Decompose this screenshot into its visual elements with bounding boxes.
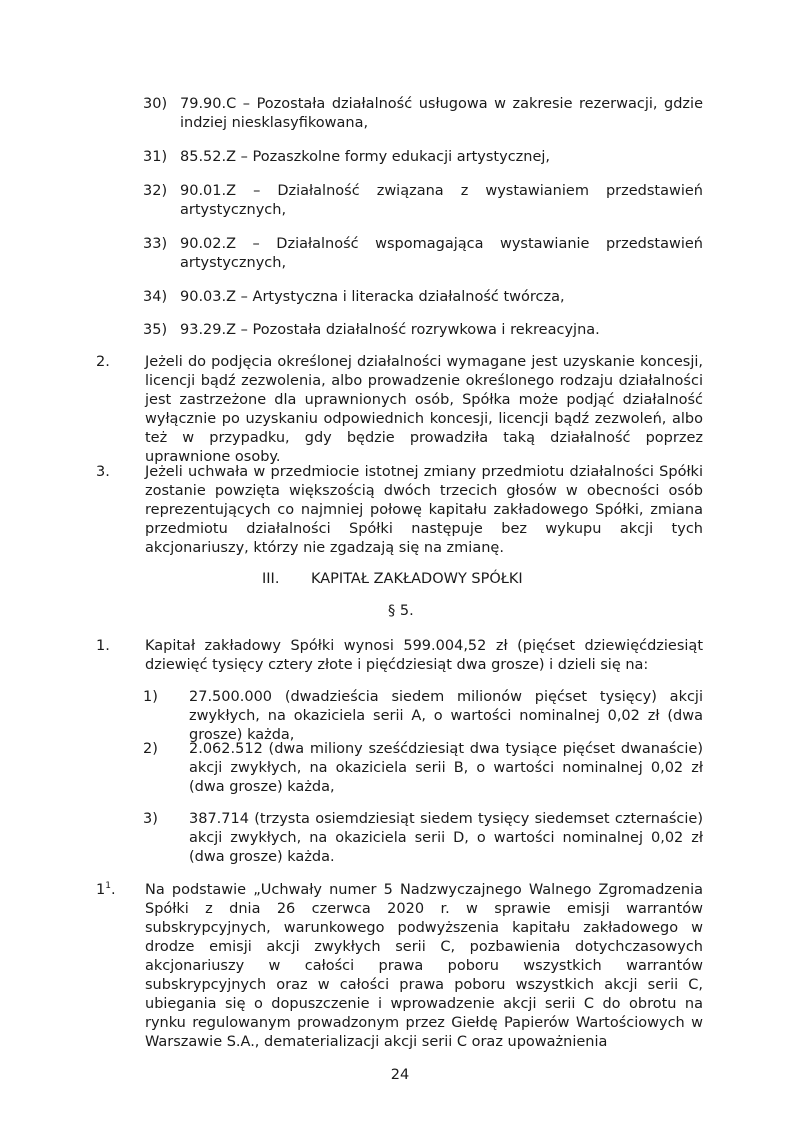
share-item-text: 387.714 (trzysta osiemdziesiąt siedem tysięcy siedemset czternaście) akcji zwykłych, na okaziciela serii D, o wartości nominalnej 0,02 zł (dwa grosze) każda. [189, 811, 703, 865]
paragraph-text: Jeżeli do podjęcia określonej działalności wymagane jest uzyskanie koncesji, licencji bądź zezwolenia, albo prowadzenie określonego rodzaju działalności jest zastrzeżone dla uprawnionych osób, Spółka może podjąć działalność wyłącznie po uzyskaniu odpowiednich koncesji, licencji bądź zezwoleń, albo też w przypadku, gdy będzie prowadziła taką działalność poprzez uprawnione osoby. [145, 354, 703, 465]
page-number: 24 [390, 1067, 410, 1083]
list-item-number: 32) [143, 183, 168, 199]
paragraph-number: 2. [96, 354, 110, 370]
list-item-text: 90.02.Z – Działalność wspomagająca wystawianie przedstawień artystycznych, [180, 236, 703, 271]
section-roman-numeral: III. [262, 571, 280, 587]
list-item-text: 79.90.C – Pozostała działalność usługowa w zakresie rezerwacji, gdzie indziej niesklasyfikowana, [180, 96, 703, 131]
list-item-text: 90.01.Z – Działalność związana z wystawianiem przedstawień artystycznych, [180, 183, 703, 218]
paragraph-text: Kapitał zakładowy Spółki wynosi 599.004,52 zł (pięćset dziewięćdziesiąt dziewięć tysięcy cztery złote i pięćdziesiąt dwa grosze) i dzieli się na: [145, 638, 703, 673]
paragraph-text: Jeżeli uchwała w przedmiocie istotnej zmiany przedmiotu działalności Spółki zostanie powzięta większością dwóch trzecich głosów w obecności osób reprezentujących co najmniej połowę kapitału zakładowego Spółki, zmiana przedmiotu działalności Spółki następuje bez wykupu akcji tych akcjonariuszy, którzy nie zgadzają się na zmianę. [145, 464, 703, 556]
list-item-number: 34) [143, 289, 168, 305]
paragraph-number: $1^1$. [96, 881, 116, 898]
list-item-number: 35) [143, 322, 168, 338]
share-item-number: 3) [143, 811, 158, 827]
list-item-number: 33) [143, 236, 168, 252]
paragraph-symbol-heading: § 5. [388, 603, 414, 619]
list-item-text: 90.03.Z – Artystyczna i literacka działalność twórcza, [180, 289, 565, 305]
share-item-number: 1) [143, 689, 158, 705]
paragraph-text: Na podstawie „Uchwały numer 5 Nadzwyczajnego Walnego Zgromadzenia Spółki z dnia 26 czerwca 2020 r. w sprawie emisji warrantów subskrypcyjnych, warunkowego podwyższenia kapitału zakładowego w drodze emisji akcji zwykłych serii C, pozbawienia dotychczasowych akcjonariuszy w całości prawa poboru wszystkich warrantów subskrypcyjnych oraz w całości prawa poboru wszystkich akcji serii C, ubiegania się o dopuszczenie i wprowadzenie akcji serii C do obrotu na rynku regulowanym prowadzonym przez Giełdę Papierów Wartościowych w Warszawie S.A., dematerializacji akcji serii C oraz upoważnienia [145, 882, 703, 1050]
list-item-number: 30) [143, 96, 168, 112]
section-title: KAPITAŁ ZAKŁADOWY SPÓŁKI [311, 571, 523, 587]
share-item-number: 2) [143, 741, 158, 757]
share-item-text: 2.062.512 (dwa miliony sześćdziesiąt dwa tysiące pięćset dwanaście) akcji zwykłych, na okaziciela serii B, o wartości nominalnej 0,02 zł (dwa grosze) każda, [189, 741, 703, 795]
list-item-text: 85.52.Z – Pozaszkolne formy edukacji artystycznej, [180, 149, 551, 165]
list-item-text: 93.29.Z – Pozostała działalność rozrywkowa i rekreacyjna. [180, 322, 600, 338]
list-item-number: 31) [143, 149, 168, 165]
paragraph-number: 3. [96, 464, 110, 480]
share-item-text: 27.500.000 (dwadzieścia siedem milionów pięćset tysięcy) akcji zwykłych, na okaziciela serii A, o wartości nominalnej 0,02 zł (dwa grosze) każda, [189, 689, 703, 743]
paragraph-number: 1. [96, 638, 110, 654]
